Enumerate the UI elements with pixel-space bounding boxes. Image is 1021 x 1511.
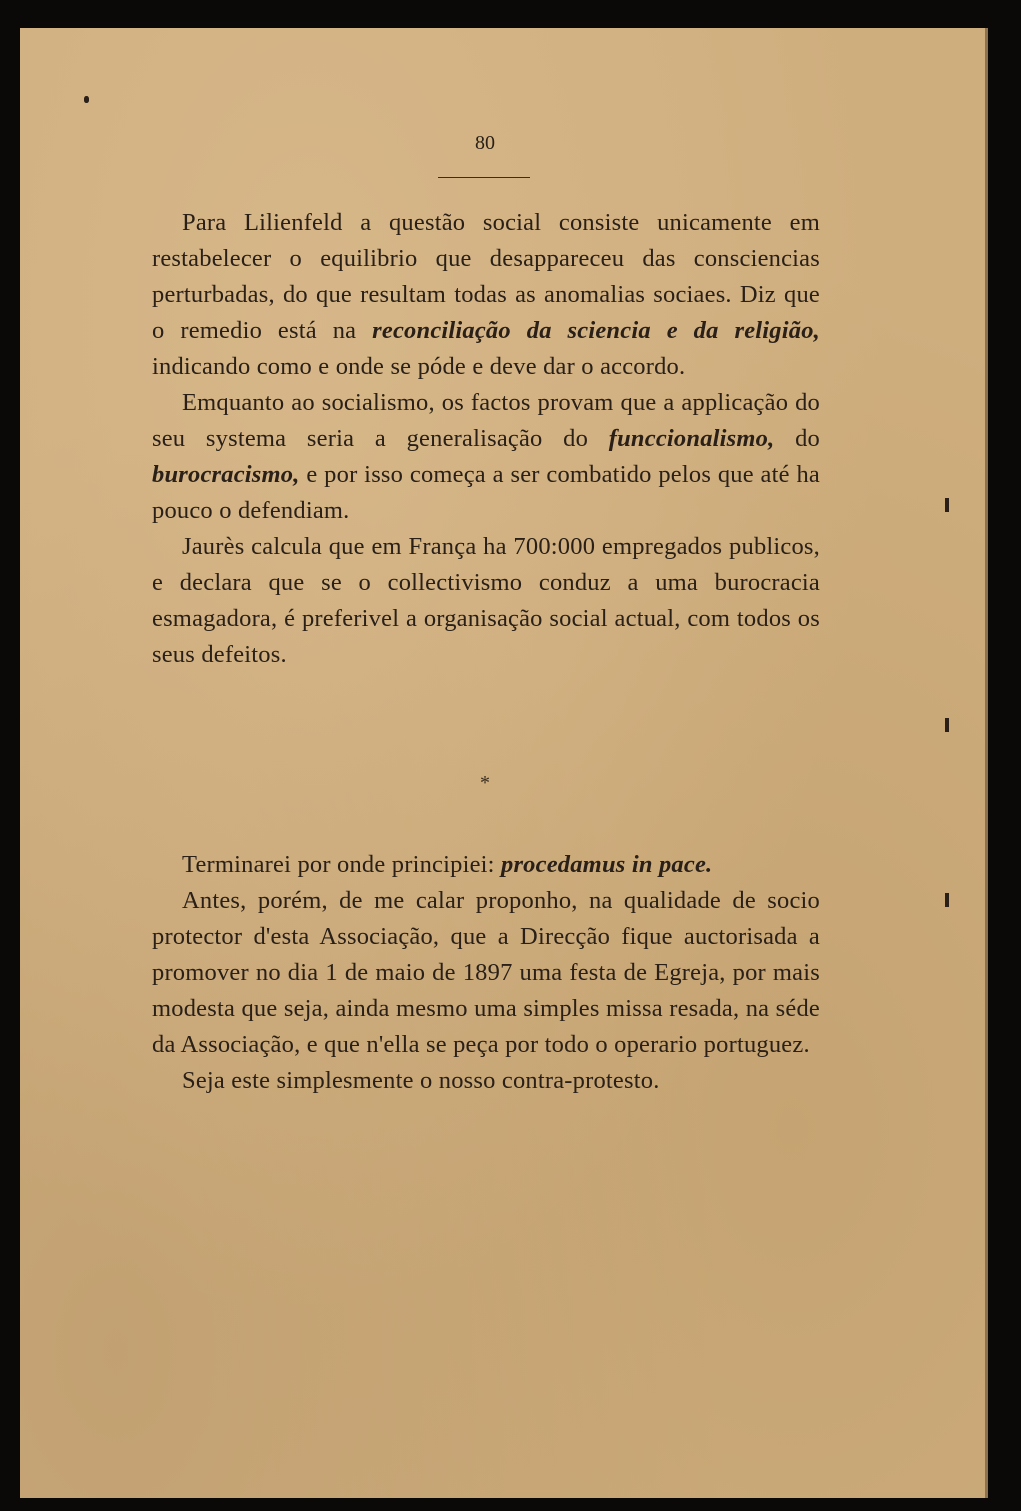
italic-phrase: reconciliação da sciencia e da religião,	[372, 317, 820, 344]
paragraph	[152, 385, 820, 529]
paragraph	[152, 529, 820, 673]
text-run: Antes, porém, de me calar proponho, na qualidade de socio protector d'esta Associação, que a Direcção fique auctorisada a promover no dia 1 de maio de 1897 uma festa de Egreja, por mais modesta que seja, ainda mesmo uma simples missa resada, na séde da Associação, e que n'ella se peça por todo o operario portuguez.	[152, 887, 820, 1058]
text-run: e por isso começa a ser combatido pelos que até ha pouco o defendiam.	[152, 461, 820, 524]
italic-phrase: procedamus in pace.	[501, 851, 713, 878]
header-rule	[438, 177, 530, 178]
paragraph	[152, 883, 820, 1063]
text-block-upper	[152, 205, 820, 673]
text-run: do	[774, 425, 820, 452]
margin-mark	[945, 498, 949, 512]
text-run: Para Lilienfeld a questão social consiste unicamente em restabelecer o equilibrio que desappareceu das consciencias perturbadas, do que resultam todas as anomalias sociaes. Diz que o remedio está na	[152, 209, 820, 344]
paragraph	[152, 1063, 820, 1099]
paragraph	[152, 205, 820, 385]
paragraph	[152, 847, 820, 883]
text-block-lower	[152, 847, 820, 1099]
text-run: Terminarei por onde principiei:	[182, 851, 501, 878]
italic-phrase: burocracismo,	[152, 461, 300, 488]
text-run: Seja este simplesmente o nosso contra-protesto.	[182, 1067, 660, 1094]
margin-mark	[945, 893, 949, 907]
page-number: 80	[475, 132, 495, 154]
text-run: indicando como e onde se póde e deve dar o accordo.	[152, 353, 686, 380]
section-separator: *	[480, 772, 490, 794]
ink-speck	[84, 96, 89, 103]
italic-phrase: funccionalismo,	[608, 425, 775, 452]
margin-mark	[945, 718, 949, 732]
text-run: Emquanto ao socialismo, os factos provam que a applicação do seu systema seria a generalisação do	[152, 389, 820, 452]
text-run: Jaurès calcula que em França ha 700:000 empregados publicos, e declara que se o collectivismo conduz a uma burocracia esmagadora, é preferivel a organisação social actual, com todos os seus defeitos.	[152, 533, 820, 668]
